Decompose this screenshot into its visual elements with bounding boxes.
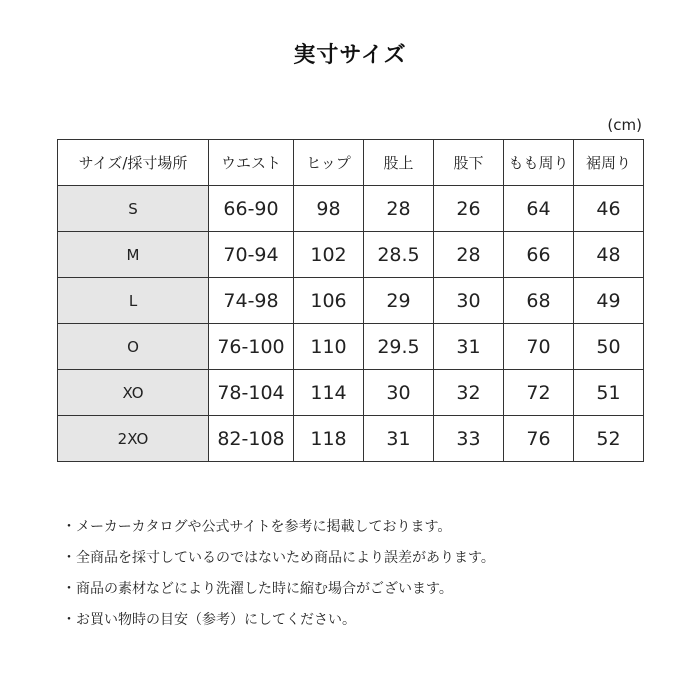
header-rise: 股上 xyxy=(364,140,434,186)
table-row xyxy=(58,416,644,462)
waist-cell: 78-104 xyxy=(209,370,294,416)
header-inseam: 股下 xyxy=(434,140,504,186)
inseam-cell: 30 xyxy=(434,278,504,324)
unit-label: (cm) xyxy=(607,116,642,134)
waist-cell: 70-94 xyxy=(209,232,294,278)
inseam-cell: 33 xyxy=(434,416,504,462)
note-item: ・全商品を採寸しているのではないため商品により誤差があります。 xyxy=(62,550,495,566)
rise-cell: 31 xyxy=(364,416,434,462)
thigh-cell: 76 xyxy=(504,416,574,462)
rise-cell: 29 xyxy=(364,278,434,324)
rise-cell: 28 xyxy=(364,186,434,232)
thigh-cell: 68 xyxy=(504,278,574,324)
thigh-cell: 70 xyxy=(504,324,574,370)
size-cell: XO xyxy=(58,370,209,416)
hem-cell: 50 xyxy=(574,324,644,370)
size-cell: O xyxy=(58,324,209,370)
inseam-cell: 31 xyxy=(434,324,504,370)
table-row xyxy=(58,232,644,278)
hem-cell: 46 xyxy=(574,186,644,232)
table-row xyxy=(58,186,644,232)
note-item: ・お買い物時の目安（参考）にしてください。 xyxy=(62,612,356,628)
thigh-cell: 66 xyxy=(504,232,574,278)
page-title: 実寸サイズ xyxy=(293,43,407,68)
notes-list xyxy=(62,516,682,640)
hem-cell: 52 xyxy=(574,416,644,462)
header-hip: ヒップ xyxy=(294,140,364,186)
header-waist: ウエスト xyxy=(209,140,294,186)
rise-cell: 30 xyxy=(364,370,434,416)
size-table xyxy=(57,139,644,462)
note-item: ・商品の素材などにより洗濯した時に縮む場合がございます。 xyxy=(62,581,453,597)
rise-cell: 28.5 xyxy=(364,232,434,278)
waist-cell: 66-90 xyxy=(209,186,294,232)
waist-cell: 74-98 xyxy=(209,278,294,324)
waist-cell: 76-100 xyxy=(209,324,294,370)
inseam-cell: 32 xyxy=(434,370,504,416)
hip-cell: 118 xyxy=(294,416,364,462)
size-cell: M xyxy=(58,232,209,278)
rise-cell: 29.5 xyxy=(364,324,434,370)
thigh-cell: 64 xyxy=(504,186,574,232)
inseam-cell: 28 xyxy=(434,232,504,278)
hip-cell: 98 xyxy=(294,186,364,232)
table-row xyxy=(58,278,644,324)
hip-cell: 114 xyxy=(294,370,364,416)
hip-cell: 110 xyxy=(294,324,364,370)
note-item: ・メーカーカタログや公式サイトを参考に掲載しております。 xyxy=(62,519,452,535)
header-size-measure-point: サイズ/採寸場所 xyxy=(58,140,209,186)
hem-cell: 48 xyxy=(574,232,644,278)
table-header-row xyxy=(58,140,644,186)
table-row xyxy=(58,370,644,416)
hem-cell: 51 xyxy=(574,370,644,416)
table-row xyxy=(58,324,644,370)
hip-cell: 106 xyxy=(294,278,364,324)
inseam-cell: 26 xyxy=(434,186,504,232)
size-cell: 2XO xyxy=(58,416,209,462)
hem-cell: 49 xyxy=(574,278,644,324)
header-thigh: もも周り xyxy=(504,140,574,186)
waist-cell: 82-108 xyxy=(209,416,294,462)
header-hem: 裾周り xyxy=(574,140,644,186)
size-cell: S xyxy=(58,186,209,232)
thigh-cell: 72 xyxy=(504,370,574,416)
hip-cell: 102 xyxy=(294,232,364,278)
size-cell: L xyxy=(58,278,209,324)
